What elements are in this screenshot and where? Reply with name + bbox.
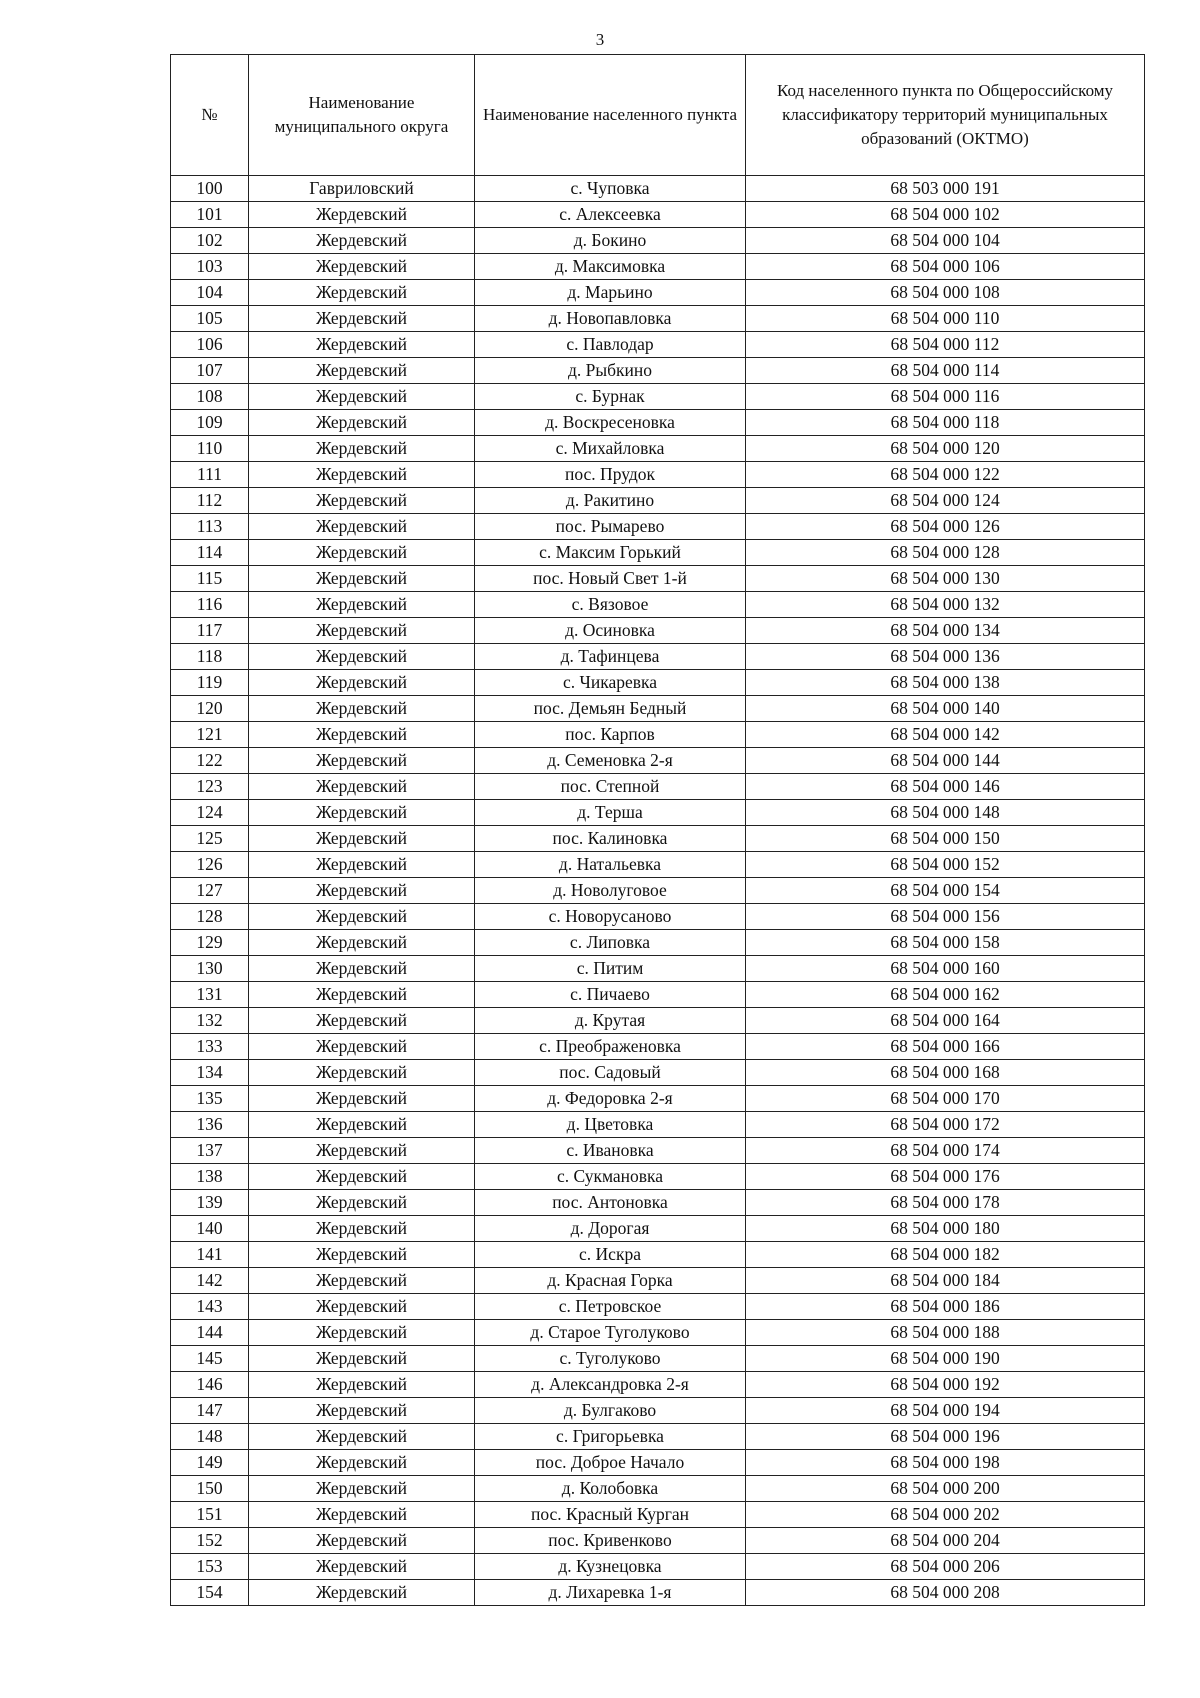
row-number: 147 (171, 1398, 249, 1424)
district-name: Жердевский (249, 306, 475, 332)
locality-name: с. Питим (475, 956, 746, 982)
oktmo-code: 68 504 000 164 (746, 1008, 1145, 1034)
oktmo-code: 68 504 000 138 (746, 670, 1145, 696)
locality-name: пос. Антоновка (475, 1190, 746, 1216)
district-name: Жердевский (249, 1372, 475, 1398)
oktmo-code: 68 504 000 142 (746, 722, 1145, 748)
district-name: Жердевский (249, 1060, 475, 1086)
table-row (171, 540, 1145, 566)
district-name: Жердевский (249, 1424, 475, 1450)
row-number: 111 (171, 462, 249, 488)
oktmo-code: 68 504 000 120 (746, 436, 1145, 462)
oktmo-code: 68 504 000 198 (746, 1450, 1145, 1476)
locality-name: с. Пичаево (475, 982, 746, 1008)
locality-name: д. Цветовка (475, 1112, 746, 1138)
row-number: 137 (171, 1138, 249, 1164)
oktmo-code: 68 504 000 184 (746, 1268, 1145, 1294)
row-number: 133 (171, 1034, 249, 1060)
table-row (171, 332, 1145, 358)
row-number: 134 (171, 1060, 249, 1086)
locality-name: пос. Новый Свет 1-й (475, 566, 746, 592)
district-name: Жердевский (249, 1528, 475, 1554)
district-name: Жердевский (249, 332, 475, 358)
table-row (171, 644, 1145, 670)
header-oktmo-code: Код населенного пункта по Общероссийскому классификатору территорий муниципальных образований (ОКТМО) (746, 55, 1145, 176)
locality-name: д. Максимовка (475, 254, 746, 280)
table-row (171, 930, 1145, 956)
oktmo-code: 68 504 000 148 (746, 800, 1145, 826)
row-number: 113 (171, 514, 249, 540)
locality-name: с. Михайловка (475, 436, 746, 462)
table-row (171, 982, 1145, 1008)
row-number: 103 (171, 254, 249, 280)
locality-name: д. Красная Горка (475, 1268, 746, 1294)
district-name: Жердевский (249, 1346, 475, 1372)
oktmo-code: 68 504 000 118 (746, 410, 1145, 436)
locality-name: д. Дорогая (475, 1216, 746, 1242)
district-name: Жердевский (249, 904, 475, 930)
row-number: 126 (171, 852, 249, 878)
district-name: Жердевский (249, 1086, 475, 1112)
oktmo-code: 68 504 000 140 (746, 696, 1145, 722)
locality-name: пос. Садовый (475, 1060, 746, 1086)
row-number: 124 (171, 800, 249, 826)
oktmo-code: 68 504 000 108 (746, 280, 1145, 306)
oktmo-code: 68 504 000 144 (746, 748, 1145, 774)
oktmo-code: 68 504 000 162 (746, 982, 1145, 1008)
district-name: Жердевский (249, 254, 475, 280)
oktmo-code: 68 504 000 102 (746, 202, 1145, 228)
locality-name: с. Ивановка (475, 1138, 746, 1164)
locality-name: пос. Калиновка (475, 826, 746, 852)
oktmo-code: 68 504 000 146 (746, 774, 1145, 800)
page-number: 3 (595, 30, 605, 49)
table-row (171, 670, 1145, 696)
district-name: Жердевский (249, 1190, 475, 1216)
locality-name: д. Булгаково (475, 1398, 746, 1424)
table-row (171, 280, 1145, 306)
locality-name: д. Терша (475, 800, 746, 826)
district-name: Жердевский (249, 1294, 475, 1320)
district-name: Жердевский (249, 1554, 475, 1580)
oktmo-code: 68 504 000 106 (746, 254, 1145, 280)
locality-name: с. Бурнак (475, 384, 746, 410)
row-number: 130 (171, 956, 249, 982)
district-name: Жердевский (249, 1268, 475, 1294)
oktmo-code: 68 504 000 104 (746, 228, 1145, 254)
district-name: Жердевский (249, 1502, 475, 1528)
district-name: Жердевский (249, 514, 475, 540)
locality-name: д. Крутая (475, 1008, 746, 1034)
oktmo-code: 68 504 000 202 (746, 1502, 1145, 1528)
locality-name: д. Александровка 2-я (475, 1372, 746, 1398)
district-name: Жердевский (249, 670, 475, 696)
locality-name: с. Петровское (475, 1294, 746, 1320)
district-name: Жердевский (249, 774, 475, 800)
header-district: Наименование муниципального округа (249, 55, 475, 176)
locality-name: с. Преображеновка (475, 1034, 746, 1060)
table-row (171, 1398, 1145, 1424)
district-name: Жердевский (249, 800, 475, 826)
district-name: Жердевский (249, 1216, 475, 1242)
table-row (171, 254, 1145, 280)
row-number: 152 (171, 1528, 249, 1554)
locality-name: д. Новопавловка (475, 306, 746, 332)
table-row (171, 956, 1145, 982)
row-number: 139 (171, 1190, 249, 1216)
locality-name: д. Новолуговое (475, 878, 746, 904)
table-row (171, 1216, 1145, 1242)
table-row (171, 1528, 1145, 1554)
table-row (171, 462, 1145, 488)
district-name: Жердевский (249, 202, 475, 228)
locality-name: с. Максим Горький (475, 540, 746, 566)
locality-name: пос. Кривенково (475, 1528, 746, 1554)
table-row (171, 748, 1145, 774)
locality-name: д. Осиновка (475, 618, 746, 644)
oktmo-code: 68 504 000 136 (746, 644, 1145, 670)
table-row (171, 722, 1145, 748)
row-number: 106 (171, 332, 249, 358)
row-number: 129 (171, 930, 249, 956)
locality-name: с. Вязовое (475, 592, 746, 618)
district-name: Гавриловский (249, 176, 475, 202)
locality-name: пос. Рымарево (475, 514, 746, 540)
row-number: 119 (171, 670, 249, 696)
row-number: 105 (171, 306, 249, 332)
oktmo-code: 68 504 000 158 (746, 930, 1145, 956)
district-name: Жердевский (249, 748, 475, 774)
locality-name: с. Сукмановка (475, 1164, 746, 1190)
row-number: 128 (171, 904, 249, 930)
oktmo-code: 68 504 000 190 (746, 1346, 1145, 1372)
district-name: Жердевский (249, 1320, 475, 1346)
oktmo-code: 68 504 000 124 (746, 488, 1145, 514)
row-number: 149 (171, 1450, 249, 1476)
table-row (171, 202, 1145, 228)
row-number: 122 (171, 748, 249, 774)
table-row (171, 774, 1145, 800)
row-number: 125 (171, 826, 249, 852)
district-name: Жердевский (249, 1112, 475, 1138)
locality-name: с. Чикаревка (475, 670, 746, 696)
locality-name: д. Натальевка (475, 852, 746, 878)
row-number: 121 (171, 722, 249, 748)
locality-name: пос. Красный Курган (475, 1502, 746, 1528)
oktmo-code: 68 504 000 194 (746, 1398, 1145, 1424)
district-name: Жердевский (249, 436, 475, 462)
oktmo-code: 68 504 000 200 (746, 1476, 1145, 1502)
row-number: 135 (171, 1086, 249, 1112)
locality-name: д. Марьино (475, 280, 746, 306)
oktmo-code: 68 504 000 166 (746, 1034, 1145, 1060)
row-number: 150 (171, 1476, 249, 1502)
row-number: 117 (171, 618, 249, 644)
table-row (171, 904, 1145, 930)
row-number: 108 (171, 384, 249, 410)
oktmo-code: 68 504 000 172 (746, 1112, 1145, 1138)
row-number: 101 (171, 202, 249, 228)
locality-name: с. Новорусаново (475, 904, 746, 930)
table-row (171, 618, 1145, 644)
row-number: 143 (171, 1294, 249, 1320)
oktmo-code: 68 504 000 114 (746, 358, 1145, 384)
row-number: 115 (171, 566, 249, 592)
district-name: Жердевский (249, 1164, 475, 1190)
row-number: 151 (171, 1502, 249, 1528)
oktmo-code: 68 504 000 170 (746, 1086, 1145, 1112)
locality-name: с. Алексеевка (475, 202, 746, 228)
locality-name: д. Старое Туголуково (475, 1320, 746, 1346)
district-name: Жердевский (249, 1580, 475, 1606)
district-name: Жердевский (249, 618, 475, 644)
table-row (171, 410, 1145, 436)
row-number: 110 (171, 436, 249, 462)
table-row (171, 1294, 1145, 1320)
district-name: Жердевский (249, 488, 475, 514)
district-name: Жердевский (249, 722, 475, 748)
row-number: 118 (171, 644, 249, 670)
row-number: 153 (171, 1554, 249, 1580)
table-row (171, 1476, 1145, 1502)
table-row (171, 358, 1145, 384)
row-number: 144 (171, 1320, 249, 1346)
oktmo-code: 68 504 000 186 (746, 1294, 1145, 1320)
row-number: 146 (171, 1372, 249, 1398)
oktmo-table (170, 54, 1145, 1606)
district-name: Жердевский (249, 384, 475, 410)
row-number: 114 (171, 540, 249, 566)
district-name: Жердевский (249, 696, 475, 722)
district-name: Жердевский (249, 1398, 475, 1424)
district-name: Жердевский (249, 358, 475, 384)
locality-name: д. Ракитино (475, 488, 746, 514)
locality-name: с. Чуповка (475, 176, 746, 202)
table-row (171, 826, 1145, 852)
district-name: Жердевский (249, 540, 475, 566)
row-number: 120 (171, 696, 249, 722)
table-body (171, 176, 1145, 1606)
oktmo-code: 68 504 000 126 (746, 514, 1145, 540)
district-name: Жердевский (249, 644, 475, 670)
table-row (171, 878, 1145, 904)
row-number: 100 (171, 176, 249, 202)
locality-name: пос. Прудок (475, 462, 746, 488)
table-row (171, 436, 1145, 462)
table-row (171, 1268, 1145, 1294)
district-name: Жердевский (249, 566, 475, 592)
table-row (171, 488, 1145, 514)
row-number: 138 (171, 1164, 249, 1190)
table-row (171, 696, 1145, 722)
locality-name: пос. Карпов (475, 722, 746, 748)
header-row (171, 55, 1145, 176)
row-number: 136 (171, 1112, 249, 1138)
oktmo-code: 68 504 000 110 (746, 306, 1145, 332)
locality-name: пос. Демьян Бедный (475, 696, 746, 722)
district-name: Жердевский (249, 1476, 475, 1502)
district-name: Жердевский (249, 1138, 475, 1164)
table-row (171, 1346, 1145, 1372)
row-number: 109 (171, 410, 249, 436)
header-locality: Наименование населенного пункта (475, 55, 746, 176)
oktmo-code: 68 504 000 112 (746, 332, 1145, 358)
district-name: Жердевский (249, 956, 475, 982)
oktmo-code: 68 504 000 204 (746, 1528, 1145, 1554)
table-row (171, 1060, 1145, 1086)
row-number: 116 (171, 592, 249, 618)
row-number: 107 (171, 358, 249, 384)
district-name: Жердевский (249, 410, 475, 436)
row-number: 104 (171, 280, 249, 306)
table-row (171, 800, 1145, 826)
table-row (171, 1086, 1145, 1112)
row-number: 132 (171, 1008, 249, 1034)
row-number: 141 (171, 1242, 249, 1268)
district-name: Жердевский (249, 462, 475, 488)
table-header (171, 55, 1145, 176)
district-name: Жердевский (249, 878, 475, 904)
district-name: Жердевский (249, 228, 475, 254)
row-number: 131 (171, 982, 249, 1008)
locality-name: пос. Степной (475, 774, 746, 800)
oktmo-code: 68 504 000 196 (746, 1424, 1145, 1450)
table-row (171, 1320, 1145, 1346)
locality-name: д. Воскресеновка (475, 410, 746, 436)
oktmo-code: 68 504 000 150 (746, 826, 1145, 852)
oktmo-code: 68 504 000 208 (746, 1580, 1145, 1606)
district-name: Жердевский (249, 982, 475, 1008)
district-name: Жердевский (249, 1008, 475, 1034)
oktmo-code: 68 504 000 116 (746, 384, 1145, 410)
table-row (171, 1372, 1145, 1398)
oktmo-code: 68 504 000 168 (746, 1060, 1145, 1086)
table-row (171, 566, 1145, 592)
oktmo-code: 68 504 000 178 (746, 1190, 1145, 1216)
row-number: 140 (171, 1216, 249, 1242)
oktmo-code: 68 504 000 152 (746, 852, 1145, 878)
table-row (171, 1242, 1145, 1268)
locality-name: пос. Доброе Начало (475, 1450, 746, 1476)
oktmo-code: 68 504 000 134 (746, 618, 1145, 644)
locality-name: д. Семеновка 2-я (475, 748, 746, 774)
locality-name: д. Тафинцева (475, 644, 746, 670)
table-row (171, 1424, 1145, 1450)
oktmo-code: 68 504 000 154 (746, 878, 1145, 904)
district-name: Жердевский (249, 280, 475, 306)
table-row (171, 1190, 1145, 1216)
oktmo-code: 68 504 000 206 (746, 1554, 1145, 1580)
oktmo-code: 68 504 000 160 (746, 956, 1145, 982)
district-name: Жердевский (249, 930, 475, 956)
table-row (171, 176, 1145, 202)
oktmo-code: 68 504 000 156 (746, 904, 1145, 930)
header-number: № (171, 55, 249, 176)
oktmo-code: 68 504 000 122 (746, 462, 1145, 488)
oktmo-code: 68 504 000 130 (746, 566, 1145, 592)
locality-name: д. Лихаревка 1-я (475, 1580, 746, 1606)
district-name: Жердевский (249, 826, 475, 852)
row-number: 154 (171, 1580, 249, 1606)
oktmo-code: 68 504 000 128 (746, 540, 1145, 566)
district-name: Жердевский (249, 592, 475, 618)
district-name: Жердевский (249, 1242, 475, 1268)
table-row (171, 1138, 1145, 1164)
oktmo-code: 68 504 000 176 (746, 1164, 1145, 1190)
row-number: 102 (171, 228, 249, 254)
locality-name: с. Искра (475, 1242, 746, 1268)
table-row (171, 1008, 1145, 1034)
table-row (171, 1554, 1145, 1580)
row-number: 112 (171, 488, 249, 514)
locality-name: д. Колобовка (475, 1476, 746, 1502)
table-row (171, 852, 1145, 878)
row-number: 148 (171, 1424, 249, 1450)
oktmo-code: 68 504 000 132 (746, 592, 1145, 618)
table-row (171, 1112, 1145, 1138)
oktmo-code: 68 504 000 192 (746, 1372, 1145, 1398)
row-number: 123 (171, 774, 249, 800)
row-number: 145 (171, 1346, 249, 1372)
district-name: Жердевский (249, 1450, 475, 1476)
locality-name: д. Федоровка 2-я (475, 1086, 746, 1112)
table-row (171, 1580, 1145, 1606)
table-row (171, 306, 1145, 332)
locality-name: д. Кузнецовка (475, 1554, 746, 1580)
table-row (171, 1502, 1145, 1528)
oktmo-code: 68 504 000 182 (746, 1242, 1145, 1268)
oktmo-code: 68 504 000 174 (746, 1138, 1145, 1164)
table-row (171, 514, 1145, 540)
row-number: 142 (171, 1268, 249, 1294)
table-row (171, 1034, 1145, 1060)
locality-name: с. Липовка (475, 930, 746, 956)
district-name: Жердевский (249, 1034, 475, 1060)
oktmo-code: 68 504 000 180 (746, 1216, 1145, 1242)
oktmo-code: 68 504 000 188 (746, 1320, 1145, 1346)
table-row (171, 592, 1145, 618)
locality-name: с. Григорьевка (475, 1424, 746, 1450)
table-row (171, 384, 1145, 410)
table-row (171, 1450, 1145, 1476)
table-row (171, 228, 1145, 254)
locality-name: д. Бокино (475, 228, 746, 254)
locality-name: с. Павлодар (475, 332, 746, 358)
locality-name: д. Рыбкино (475, 358, 746, 384)
locality-name: с. Туголуково (475, 1346, 746, 1372)
row-number: 127 (171, 878, 249, 904)
oktmo-code: 68 503 000 191 (746, 176, 1145, 202)
district-name: Жердевский (249, 852, 475, 878)
table-row (171, 1164, 1145, 1190)
